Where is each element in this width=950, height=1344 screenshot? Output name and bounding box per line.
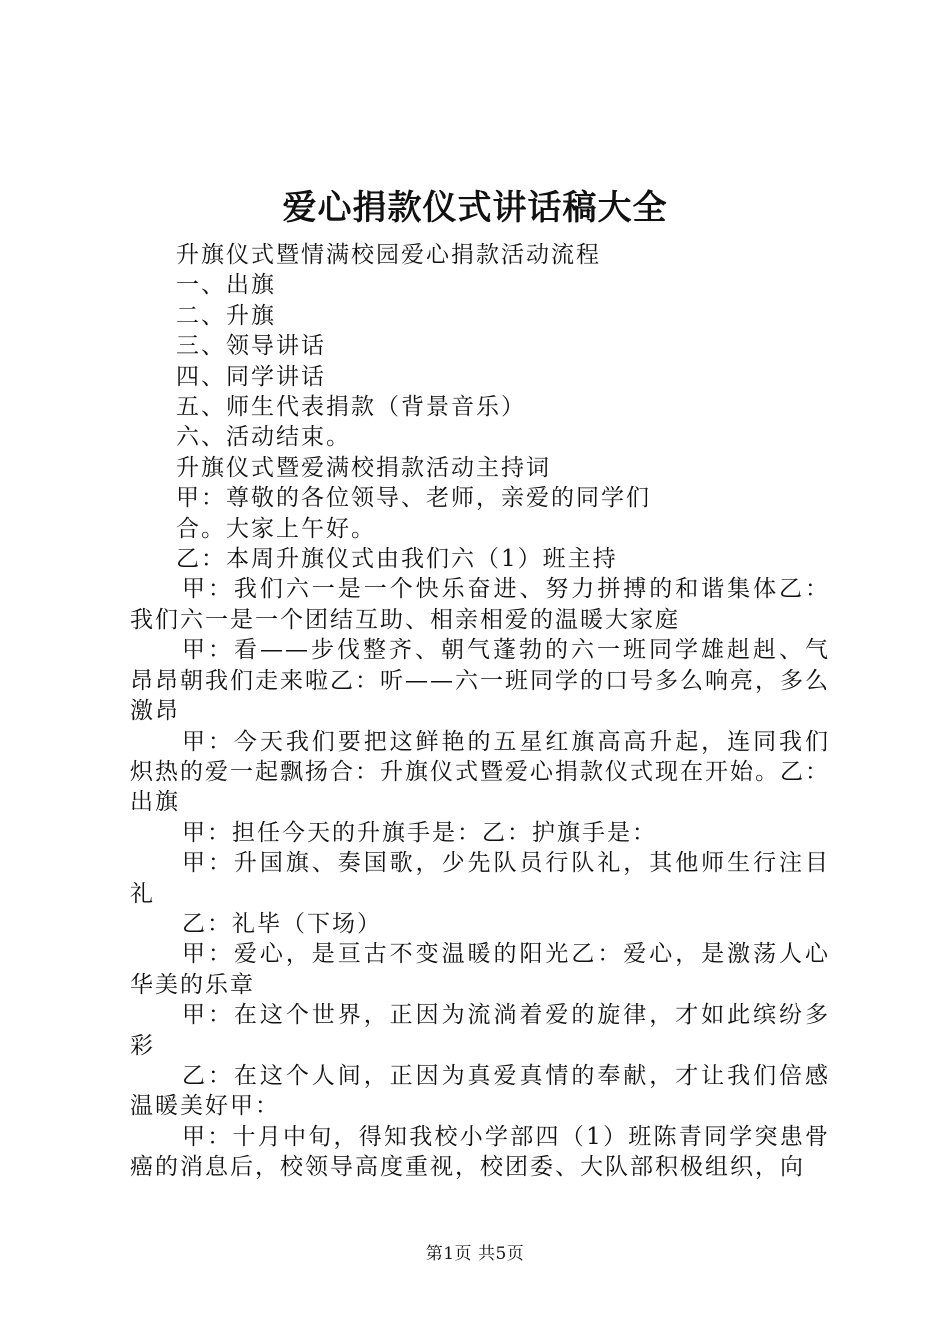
paragraph: 一、出旗 [176,272,276,299]
paragraph: 甲：升国旗、奏国歌，少先队员行队礼，其他师生行注目礼 [130,850,830,907]
paragraph: 乙：本周升旗仪式由我们六（1）班主持 [176,546,618,573]
paragraph: 甲：看——步伐整齐、朝气蓬勃的六一班同学雄赳赳、气昂昂朝我们走来啦乙：听——六一班同学的口号多么响亮，多么激昂 [130,637,830,725]
paragraph: 乙：在这个人间，正因为真爱真情的奉献，才让我们倍感温暖美好甲： [130,1062,830,1120]
paragraph: 甲：我们六一是一个快乐奋进、努力拼搏的和谐集体乙：我们六一是一个团结互助、相亲相爱的温暖大家庭 [130,576,830,633]
paragraph: 甲：十月中旬，得知我校小学部四（1）班陈青同学突患骨癌的消息后，校领导高度重视，校团委、大队部积极组织，向 [130,1123,830,1181]
paragraph: 升旗仪式暨情满校园爱心捐款活动流程 [176,242,601,268]
paragraph: 甲：今天我们要把这鲜艳的五星红旗高高升起，连同我们炽热的爱一起飘扬合：升旗仪式暨爱心捐款仪式现在开始。乙：出旗 [130,728,830,816]
document-title: 爱心捐款仪式讲话稿大全 [282,188,668,228]
document-body [130,240,830,1183]
paragraph: 六、活动结束。 [176,424,351,451]
paragraph: 甲：爱心，是亘古不变温暖的阳光乙：爱心，是激荡人心华美的乐章 [130,941,830,998]
page-indicator: 第1页 共5页 [425,1244,525,1264]
paragraph: 升旗仪式暨爱满校捐款活动主持词 [176,454,551,481]
paragraph: 五、师生代表捐款（背景音乐） [176,394,526,421]
paragraph: 二、升旗 [176,302,276,329]
paragraph: 甲：担任今天的升旗手是：乙：护旗手是： [182,819,657,846]
paragraph: 甲：尊敬的各位领导、老师，亲爱的同学们 [176,485,651,512]
paragraph: 三、领导讲话 [176,333,326,360]
paragraph: 甲：在这个世界，正因为流淌着爱的旋律，才如此缤纷多彩 [130,1002,830,1059]
paragraph: 乙：礼毕（下场） [182,910,382,937]
paragraph: 四、同学讲话 [176,363,326,390]
paragraph: 合。大家上午好。 [176,515,376,542]
